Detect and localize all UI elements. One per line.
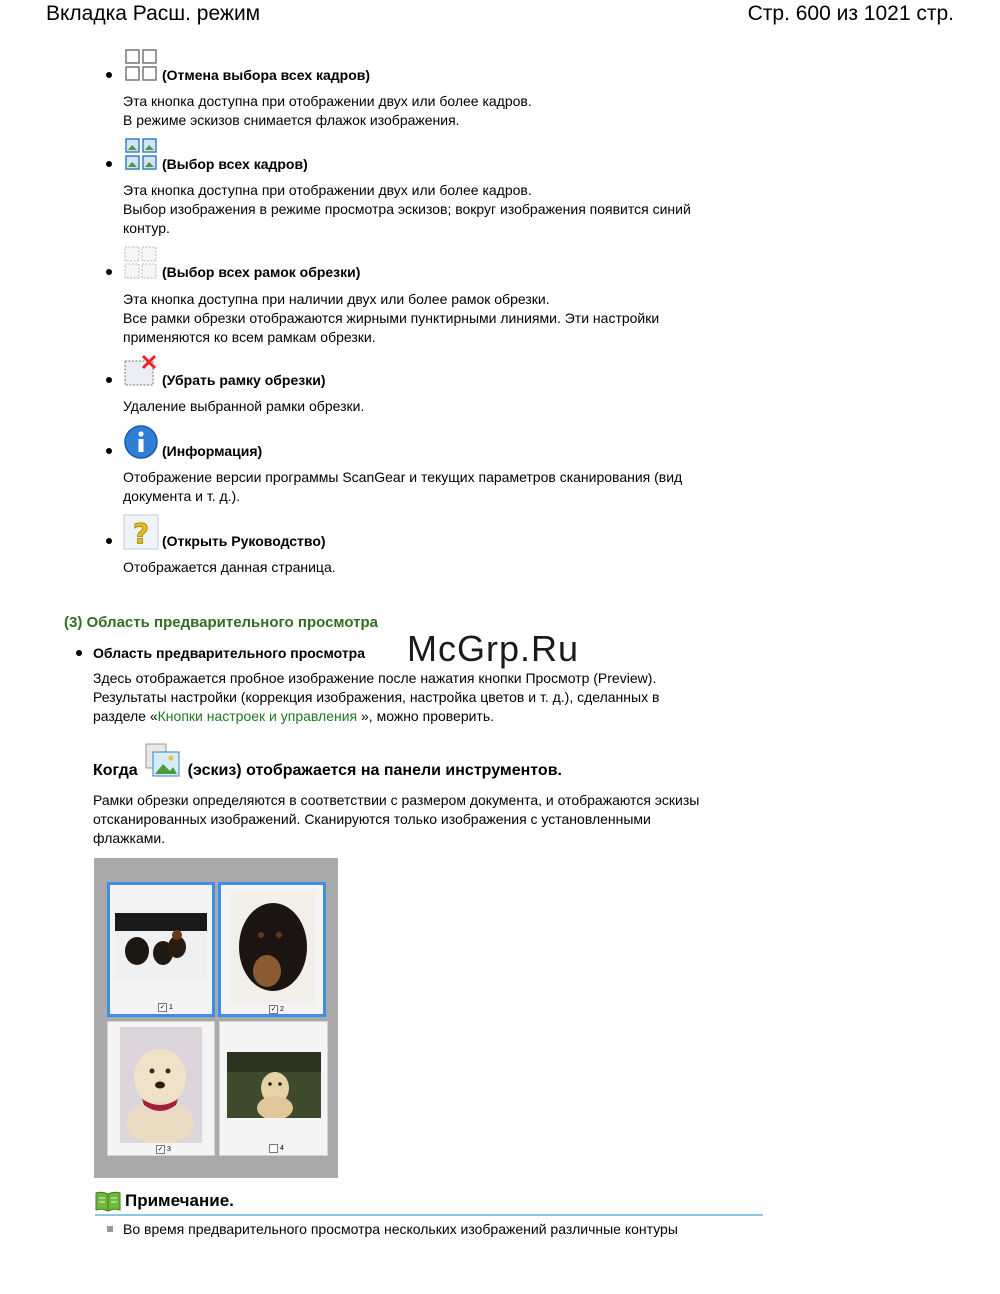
deselect-all-frames-icon bbox=[123, 48, 159, 84]
list-item bbox=[106, 48, 370, 84]
checkbox-mark: ✓ bbox=[159, 1004, 166, 1011]
item-description bbox=[123, 468, 743, 506]
thumbnail-number: 3 bbox=[167, 1146, 171, 1153]
note-item bbox=[107, 1221, 678, 1237]
item-description bbox=[123, 92, 743, 130]
desc-line: контур. bbox=[123, 220, 170, 236]
body-line bbox=[93, 707, 733, 726]
item-title: (Выбор всех рамок обрезки) bbox=[162, 264, 361, 280]
thumbnail-number: 2 bbox=[280, 1006, 284, 1013]
desc-line: Выбор изображения в режиме просмотра эскизов; вокруг изображения появится синий bbox=[123, 201, 691, 217]
bullet bbox=[106, 538, 112, 544]
bullet bbox=[106, 269, 112, 275]
item-title: (Информация) bbox=[162, 443, 263, 459]
list-item bbox=[106, 245, 360, 281]
body-text: », можно проверить. bbox=[357, 708, 495, 724]
bullet bbox=[106, 448, 112, 454]
body-line: Рамки обрезки определяются в соответствии с размером документа, и отображаются эскизы bbox=[93, 792, 700, 808]
thumbnail-checkbox[interactable] bbox=[156, 1145, 171, 1154]
desc-line: В режиме эскизов снимается флажок изображения. bbox=[123, 112, 460, 128]
item-description bbox=[123, 290, 743, 347]
thumbnail-icon bbox=[144, 742, 182, 780]
settings-buttons-link[interactable]: Кнопки настроек и управления bbox=[157, 708, 358, 724]
list-item bbox=[106, 514, 326, 550]
thumbnail-frame[interactable] bbox=[219, 1021, 328, 1156]
remove-crop-frame-icon bbox=[123, 353, 159, 389]
thumbnail-number: 1 bbox=[169, 1004, 173, 1011]
item-description bbox=[123, 181, 743, 238]
select-all-frames-icon bbox=[123, 137, 159, 173]
item-title: (Открыть Руководство) bbox=[162, 533, 326, 549]
note-book-icon bbox=[95, 1190, 121, 1212]
note-title: Примечание. bbox=[125, 1191, 234, 1210]
thumbnail-mode-body bbox=[93, 791, 733, 848]
item-title: (Убрать рамку обрезки) bbox=[162, 372, 326, 388]
svg-text:?: ? bbox=[132, 517, 150, 550]
desc-line: документа и т. д.). bbox=[123, 488, 241, 504]
labrador-photo bbox=[120, 1027, 202, 1143]
section-title: (3) Область предварительного просмотра bbox=[64, 614, 378, 631]
note-divider bbox=[95, 1214, 763, 1216]
item-title: (Отмена выбора всех кадров) bbox=[162, 67, 371, 83]
dogs-photo bbox=[115, 913, 207, 979]
heading-suffix: (эскиз) отображается на панели инструментов. bbox=[187, 762, 562, 779]
section-body bbox=[93, 669, 733, 726]
desc-line: Отображение версии программы ScanGear и текущих параметров сканирования (вид bbox=[123, 469, 683, 485]
checkbox-mark: ✓ bbox=[157, 1146, 164, 1153]
list-item bbox=[106, 424, 262, 460]
body-line: флажками. bbox=[93, 830, 166, 846]
desc-line: применяются ко всем рамкам обрезки. bbox=[123, 329, 376, 345]
desc-line: Эта кнопка доступна при наличии двух или более рамок обрезки. bbox=[123, 291, 550, 307]
thumbnail-frame[interactable] bbox=[107, 882, 215, 1017]
section-bullet-label: Область предварительного просмотра bbox=[93, 645, 366, 661]
note-bullet bbox=[107, 1226, 113, 1232]
bullet bbox=[106, 377, 112, 383]
open-guide-icon bbox=[123, 514, 159, 550]
thumbnail-checkbox[interactable] bbox=[269, 1005, 284, 1014]
body-line: Здесь отображается пробное изображение после нажатия кнопки Просмотр (Preview). bbox=[93, 670, 657, 686]
list-item bbox=[106, 353, 326, 389]
bullet bbox=[106, 161, 112, 167]
desc-line: Эта кнопка доступна при отображении двух или более кадров. bbox=[123, 182, 532, 198]
desc-line: Отображается данная страница. bbox=[123, 559, 336, 575]
select-all-crop-frames-icon bbox=[123, 245, 159, 281]
note-heading bbox=[95, 1190, 234, 1212]
information-icon bbox=[123, 424, 159, 460]
desc-line: Эта кнопка доступна при отображении двух или более кадров. bbox=[123, 93, 532, 109]
checkbox-mark bbox=[269, 1144, 278, 1153]
thumbnail-mode-heading bbox=[93, 742, 562, 780]
body-text: разделе « bbox=[93, 708, 158, 724]
heading-prefix: Когда bbox=[93, 762, 138, 779]
dog-outdoor-photo bbox=[227, 1052, 321, 1118]
item-description bbox=[123, 397, 743, 416]
thumbnail-frame[interactable] bbox=[107, 1021, 215, 1156]
thumbnail-checkbox[interactable] bbox=[269, 1144, 284, 1153]
list-item bbox=[106, 137, 308, 173]
page-counter: Стр. 600 из 1021 стр. bbox=[747, 2, 954, 25]
note-text: Во время предварительного просмотра нескольких изображений различные контуры bbox=[123, 1221, 678, 1237]
body-line: отсканированных изображений. Сканируются только изображения с установленными bbox=[93, 811, 651, 827]
dog-portrait-photo bbox=[231, 891, 315, 1003]
desc-line: Удаление выбранной рамки обрезки. bbox=[123, 398, 365, 414]
desc-line: Все рамки обрезки отображаются жирными пунктирными линиями. Эти настройки bbox=[123, 310, 660, 326]
item-description bbox=[123, 558, 743, 577]
thumbnail-checkbox[interactable] bbox=[158, 1003, 173, 1012]
bullet bbox=[76, 650, 82, 656]
body-line: Результаты настройки (коррекция изображения, настройка цветов и т. д.), сделанных в bbox=[93, 689, 660, 705]
watermark: McGrp.Ru bbox=[407, 628, 580, 669]
header-title: Вкладка Расш. режим bbox=[46, 2, 261, 25]
thumbnail-frame[interactable] bbox=[218, 882, 326, 1017]
thumbnail-number: 4 bbox=[280, 1145, 284, 1152]
bullet bbox=[106, 72, 112, 78]
section-bullet bbox=[76, 645, 365, 661]
preview-area bbox=[94, 858, 338, 1178]
item-title: (Выбор всех кадров) bbox=[162, 156, 308, 172]
checkbox-mark: ✓ bbox=[270, 1006, 277, 1013]
